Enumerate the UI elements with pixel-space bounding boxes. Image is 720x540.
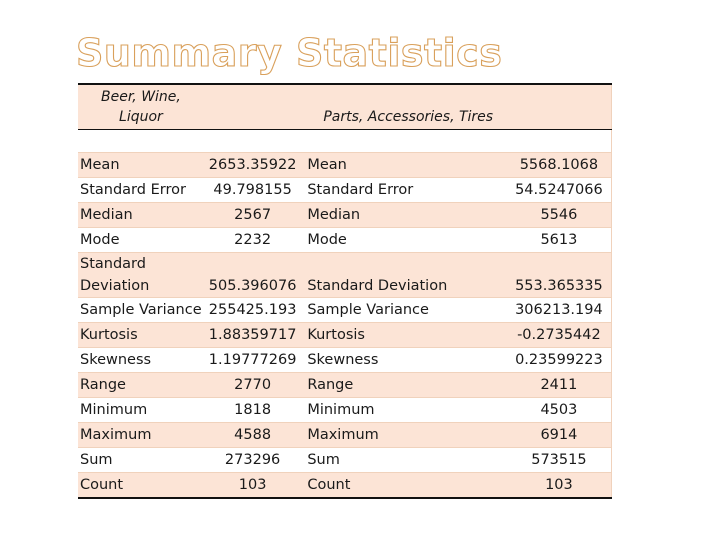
spacer-cell [303, 130, 506, 153]
stat-value: 573515 [507, 448, 612, 473]
stat-label: Standard Error [303, 178, 506, 203]
stat-label: Median [303, 203, 506, 228]
stat-label: Kurtosis [78, 323, 202, 348]
spacer-row [78, 130, 612, 153]
stat-label: Skewness [78, 348, 202, 373]
stat-value: 103 [507, 473, 612, 499]
header-col1-line2: Liquor [119, 109, 163, 125]
table-row-sample-variance [78, 298, 612, 323]
stat-label: Standard Error [78, 178, 202, 203]
stat-label: Skewness [303, 348, 506, 373]
table-row-count [78, 473, 612, 499]
stat-label: Mode [78, 228, 202, 253]
spacer-cell [507, 130, 612, 153]
stat-label: Mean [78, 153, 202, 178]
stat-value: 255425.193 [202, 298, 303, 323]
table-row-range [78, 373, 612, 398]
page-title: Summary Statistics [76, 31, 503, 75]
stat-label-line2: Deviation [80, 278, 150, 294]
stat-label: Count [78, 473, 202, 499]
header-col1-line1: Beer, Wine, [101, 89, 181, 105]
stat-value: 1.88359717 [202, 323, 303, 348]
table-row-minimum [78, 398, 612, 423]
stat-value: -0.2735442 [507, 323, 612, 348]
table-header-row [78, 84, 612, 130]
header-blank-1 [202, 84, 303, 130]
stat-value: 273296 [202, 448, 303, 473]
spacer-cell [78, 130, 202, 153]
stat-value: 6914 [507, 423, 612, 448]
stat-value: 103 [202, 473, 303, 499]
stat-value: 4588 [202, 423, 303, 448]
header-beer-wine-liquor [78, 84, 202, 130]
table-row-mean [78, 153, 612, 178]
table-row-standard-error [78, 178, 612, 203]
stat-value: 2567 [202, 203, 303, 228]
stat-value: 0.23599223 [507, 348, 612, 373]
stat-value: 553.365335 [507, 253, 612, 298]
stat-label [78, 253, 202, 298]
stat-value: 1818 [202, 398, 303, 423]
stat-label: Kurtosis [303, 323, 506, 348]
stat-value: 5546 [507, 203, 612, 228]
stat-label: Range [303, 373, 506, 398]
stat-value: 1.19777269 [202, 348, 303, 373]
stat-label: Maximum [303, 423, 506, 448]
stat-value: 4503 [507, 398, 612, 423]
header-parts-accessories-tires: Parts, Accessories, Tires [303, 84, 506, 130]
stat-label: Mode [303, 228, 506, 253]
stat-label: Mean [303, 153, 506, 178]
table-row-skewness [78, 348, 612, 373]
stat-label: Minimum [78, 398, 202, 423]
stat-label: Median [78, 203, 202, 228]
stat-value: 2770 [202, 373, 303, 398]
stat-value: 54.5247066 [507, 178, 612, 203]
stat-label-line1: Standard [80, 256, 146, 272]
stat-label: Minimum [303, 398, 506, 423]
stat-value: 2232 [202, 228, 303, 253]
table-row-mode [78, 228, 612, 253]
summary-statistics-table [78, 83, 612, 499]
table-row-median [78, 203, 612, 228]
table-row-sum [78, 448, 612, 473]
stat-label: Count [303, 473, 506, 499]
stat-value: 2653.35922 [202, 153, 303, 178]
stat-value: 306213.194 [507, 298, 612, 323]
stat-value: 5568.1068 [507, 153, 612, 178]
stat-value: 2411 [507, 373, 612, 398]
stat-label: Sum [303, 448, 506, 473]
header-blank-2 [507, 84, 612, 130]
table-row-kurtosis [78, 323, 612, 348]
stat-value: 505.396076 [202, 253, 303, 298]
stat-label: Sum [78, 448, 202, 473]
spacer-cell [202, 130, 303, 153]
stat-value: 5613 [507, 228, 612, 253]
table-row-maximum [78, 423, 612, 448]
stat-value: 49.798155 [202, 178, 303, 203]
stat-label: Sample Variance [78, 298, 202, 323]
stat-label: Sample Variance [303, 298, 506, 323]
stat-label: Maximum [78, 423, 202, 448]
stat-label: Range [78, 373, 202, 398]
stat-label: Standard Deviation [303, 253, 506, 298]
table-row-standard-deviation [78, 253, 612, 298]
